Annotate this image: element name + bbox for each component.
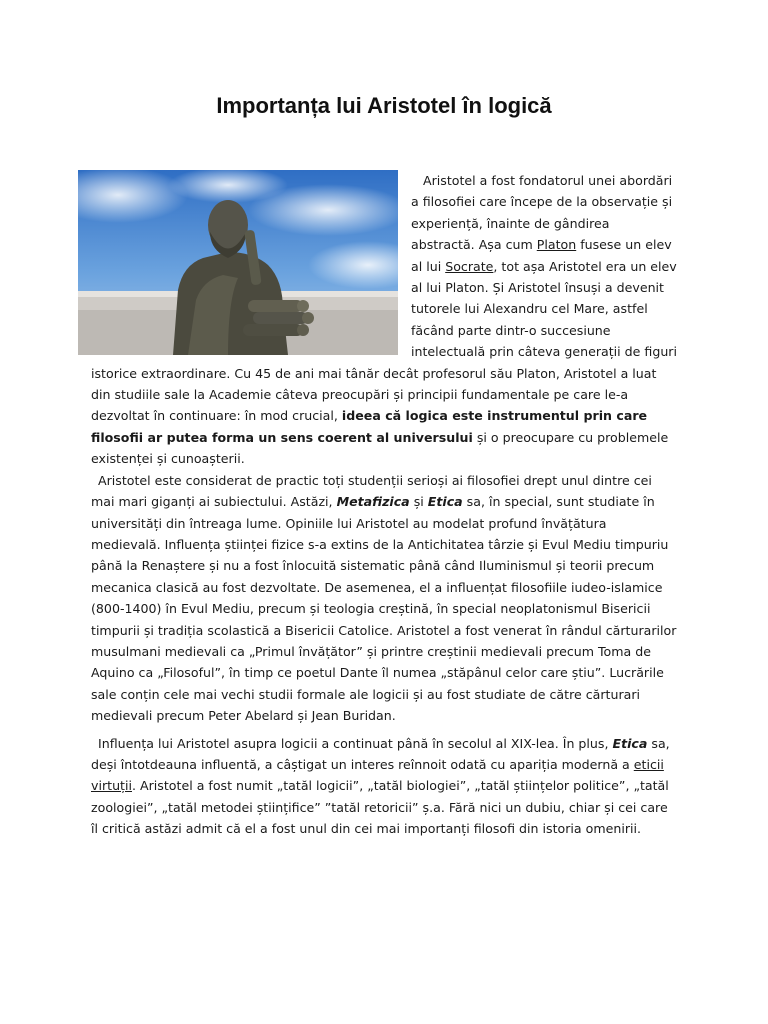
p1-text-d: și o preocupare cu problemele existenței și cunoașterii. — [91, 429, 669, 467]
p1-text-c: , tot așa Aristotel era un elev al lui Platon. Și Aristotel însuși a devenit tutorele lui Alexandru cel Mare, astfel făcând parte dintr-o succesiune intelectuală prin câteva generații de figuri istorice extraordinare. Cu 45 de ani mai tânăr decât profesorul său Platon, Aristotel a luat din studiile sale la Academie câteva preocupări și principii fundamentale pe care le-a dezvoltat în continuare: în mod crucial, — [91, 258, 677, 424]
p1-bold-text: ideea că logica este instrumentul prin care filosofii ar putea forma un sens coerent al universului — [91, 408, 648, 445]
link-platon[interactable]: Platon — [536, 237, 577, 253]
statue-illustration — [78, 170, 398, 355]
link-socrate[interactable]: Socrate — [445, 258, 494, 274]
p2-text-c: sa, în special, sunt studiate în universități din întreaga lume. Opiniile lui Aristotel au modelat profund învățătura medievală. Influența științei fizice s-a extins de la Antichitatea târzie și Evul Mediu timpuriu până la Renaștere și nu a fost înlocuită sistematic până când Iluminismul și teorii precum mecanica clasică au fost dezvoltate. De asemenea, el a influențat filosofiile iudeo-islamice (800-1400) în Evul Mediu, precum și teologia creștină, în special neoplatonismul Bisericii timpurii și tradiția scolastică a Bisericii Catolice. Aristotel a fost venerat în rândul cărturarilor musulmani medievali ca „Primul învățător” și printre creștinii medievali precum Toma de Aquino ca „Filosoful”, în timp ce poetul Dante îl numea „stăpânul celor care știu”. Lucrările sale conțin cele mai vechi studii formale ale logicii și au fost studiate de către cărturari medievali precum Peter Abelard și Jean Buridan. — [91, 494, 677, 724]
paragraph-2 — [91, 470, 677, 727]
p3-text-c: sa, deși întotdeauna influentă, a câștigat un interes reînnoit odată cu apariția modernă a — [91, 735, 670, 772]
p3-italic-etica: Etica — [612, 735, 648, 751]
century-numeral: XIX — [510, 735, 532, 751]
p2-text-a: Aristotel este considerat de practic toți studenții serioși ai filosofiei drept unul dintre cei mai mari giganți ai subiectului. Astăzi, — [91, 472, 652, 510]
aristotle-statue-photo — [78, 170, 398, 355]
p3-text-d: . Aristotel a fost numit „tatăl logicii”, „tatăl biologiei”, „tatăl științelor politice”, „tatăl zoologiei”, „tatăl metodei științifice” ”tatăl retoricii” ș.a. Fără nici un dubiu, chiar și cei care îl critică astăzi admit că el a fost unul din cei mai importanți filosofi din istoria omenirii. — [91, 778, 669, 837]
p2-italic-metafizica: Metafizica — [336, 494, 410, 510]
p2-text-b: și — [409, 494, 428, 510]
p2-italic-etica: Etica — [427, 494, 463, 510]
article-body — [91, 170, 677, 840]
paragraph-3 — [91, 733, 677, 840]
p3-text-a: Influența lui Aristotel asupra logicii a continuat până în secolul al — [98, 735, 511, 751]
p1-text-b: fusese un elev al lui — [411, 237, 672, 274]
link-etica-virtutii[interactable]: eticii virtuții — [91, 756, 664, 794]
page-title: Importanța lui Aristotel în logică — [216, 93, 552, 118]
p1-text-a: Aristotel a fost fondatorul unei abordări a filosofiei care începe de la observație și experiență, înainte de gândirea abstractă. Așa cum — [411, 173, 673, 253]
p3-text-b: -lea. În plus, — [531, 735, 613, 751]
